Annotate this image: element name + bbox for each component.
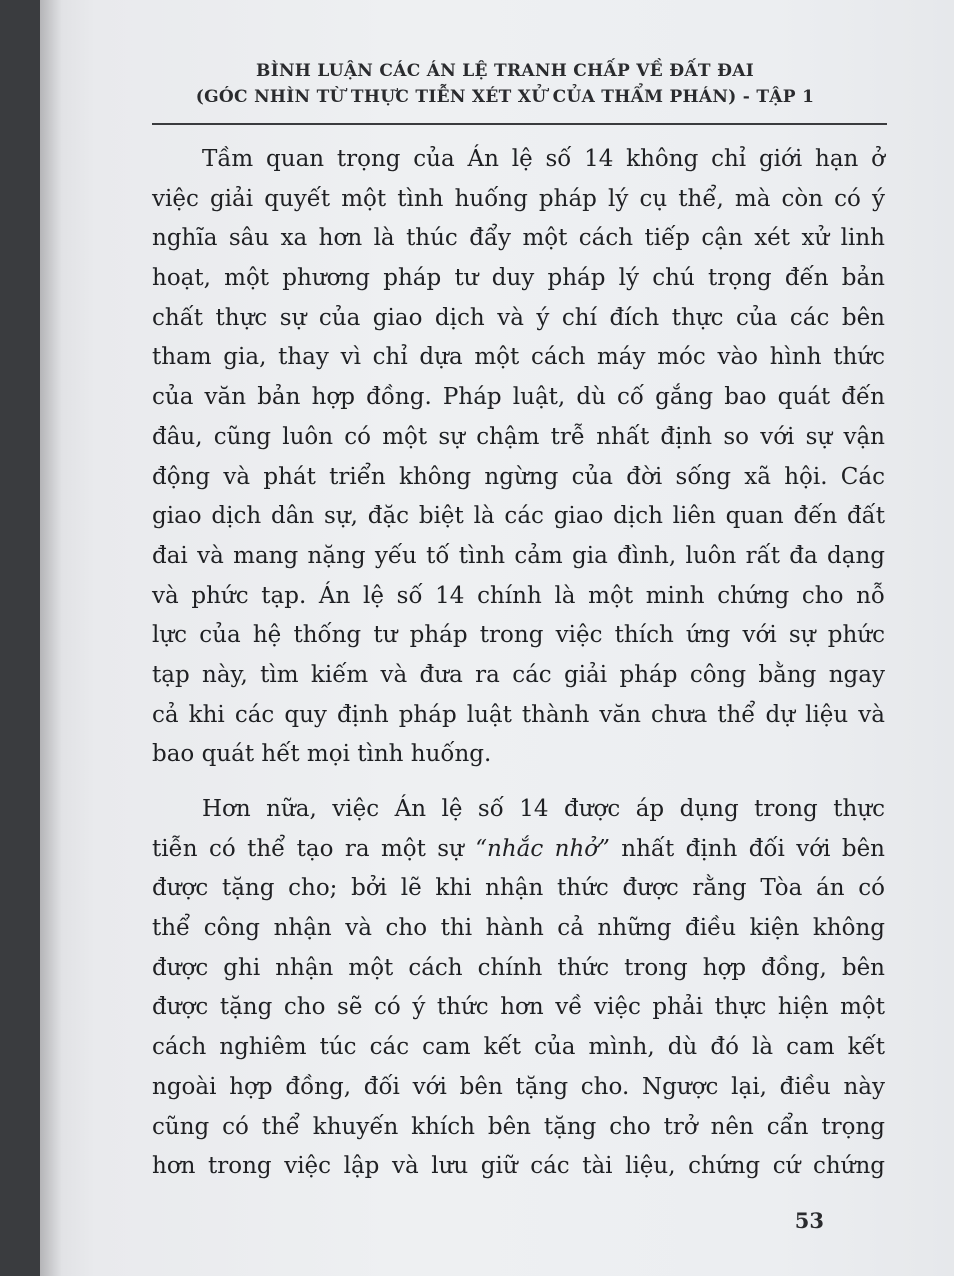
text-line: Hơn nữa, việc Án lệ số 14 được áp dụng trong thực: [202, 796, 885, 822]
text-line: được tặng cho; bởi lẽ khi nhận thức được rằng Tòa án có: [152, 875, 885, 902]
text-line-with-emphasis: [152, 830, 885, 870]
text-line: hoạt, một phương pháp tư duy pháp lý chú trọng đến bản: [152, 265, 885, 292]
text-line: bao quát hết mọi tình huống.: [152, 741, 492, 768]
text-line: đâu, cũng luôn có một sự chậm trễ nhất định so với sự vận: [152, 423, 885, 450]
text-line: nghĩa sâu xa hơn là thúc đẩy một cách tiếp cận xét xử linh: [152, 225, 885, 252]
text-line: cách nghiêm túc các cam kết của mình, dù đó là cam kết: [152, 1034, 885, 1061]
text-line: được ghi nhận một cách chính thức trong hợp đồng, bên: [152, 954, 885, 981]
page-number: 53: [794, 1208, 824, 1233]
text-line: giao dịch dân sự, đặc biệt là các giao dịch liên quan đến đất: [152, 503, 885, 530]
header-subtitle-line: (GÓC NHÌN TỪ THỰC TIỄN XÉT XỬ CỦA THẨM PHÁN) - TẬP 1: [195, 87, 815, 107]
text-line: cũng có thể khuyến khích bên tặng cho trở nên cẩn trọng: [152, 1113, 885, 1140]
text-segment: nhất định đối với bên: [609, 835, 885, 862]
text-line: của văn bản hợp đồng. Pháp luật, dù cố gắng bao quát đến: [152, 384, 885, 411]
text-line: và phức tạp. Án lệ số 14 chính là một minh chứng cho nỗ: [152, 582, 885, 609]
text-line: ngoài hợp đồng, đối với bên tặng cho. Ngược lại, điều này: [152, 1073, 885, 1100]
book-page: [40, 0, 954, 1276]
paragraph-2: [152, 790, 885, 1187]
text-line: việc giải quyết một tình huống pháp lý cụ thể, mà còn có ý: [152, 185, 885, 212]
paragraph-1: [152, 140, 885, 775]
header-title-line: BÌNH LUẬN CÁC ÁN LỆ TRANH CHẤP VỀ ĐẤT ĐAI: [256, 61, 754, 81]
text-line: động và phát triển không ngừng của đời sống xã hội. Các: [152, 463, 885, 490]
text-line: tham gia, thay vì chỉ dựa một cách máy móc vào hình thức: [152, 344, 885, 371]
running-header: [150, 58, 860, 110]
text-line: đai và mang nặng yếu tố tình cảm gia đình, luôn rất đa dạng: [152, 542, 885, 569]
text-line: tạp này, tìm kiếm và đưa ra các giải pháp công bằng ngay: [152, 661, 885, 688]
text-line: thể công nhận và cho thi hành cả những điều kiện không: [152, 915, 885, 942]
emphasized-phrase: “nhắc nhở”: [475, 835, 610, 862]
text-line: cả khi các quy định pháp luật thành văn chưa thể dự liệu và: [152, 701, 885, 728]
text-line: chất thực sự của giao dịch và ý chí đích thực của các bên: [152, 304, 885, 331]
text-line: Tầm quan trọng của Án lệ số 14 không chỉ giới hạn ở: [202, 146, 885, 172]
text-line: được tặng cho sẽ có ý thức hơn về việc phải thực hiện một: [152, 994, 885, 1021]
text-segment: tiễn có thể tạo ra một sự: [152, 835, 476, 862]
body-text: [152, 140, 885, 1187]
header-divider: [152, 123, 887, 125]
text-line: lực của hệ thống tư pháp trong việc thích ứng với sự phức: [152, 622, 885, 649]
text-line: hơn trong việc lập và lưu giữ các tài liệu, chứng cứ chứng: [152, 1153, 885, 1180]
